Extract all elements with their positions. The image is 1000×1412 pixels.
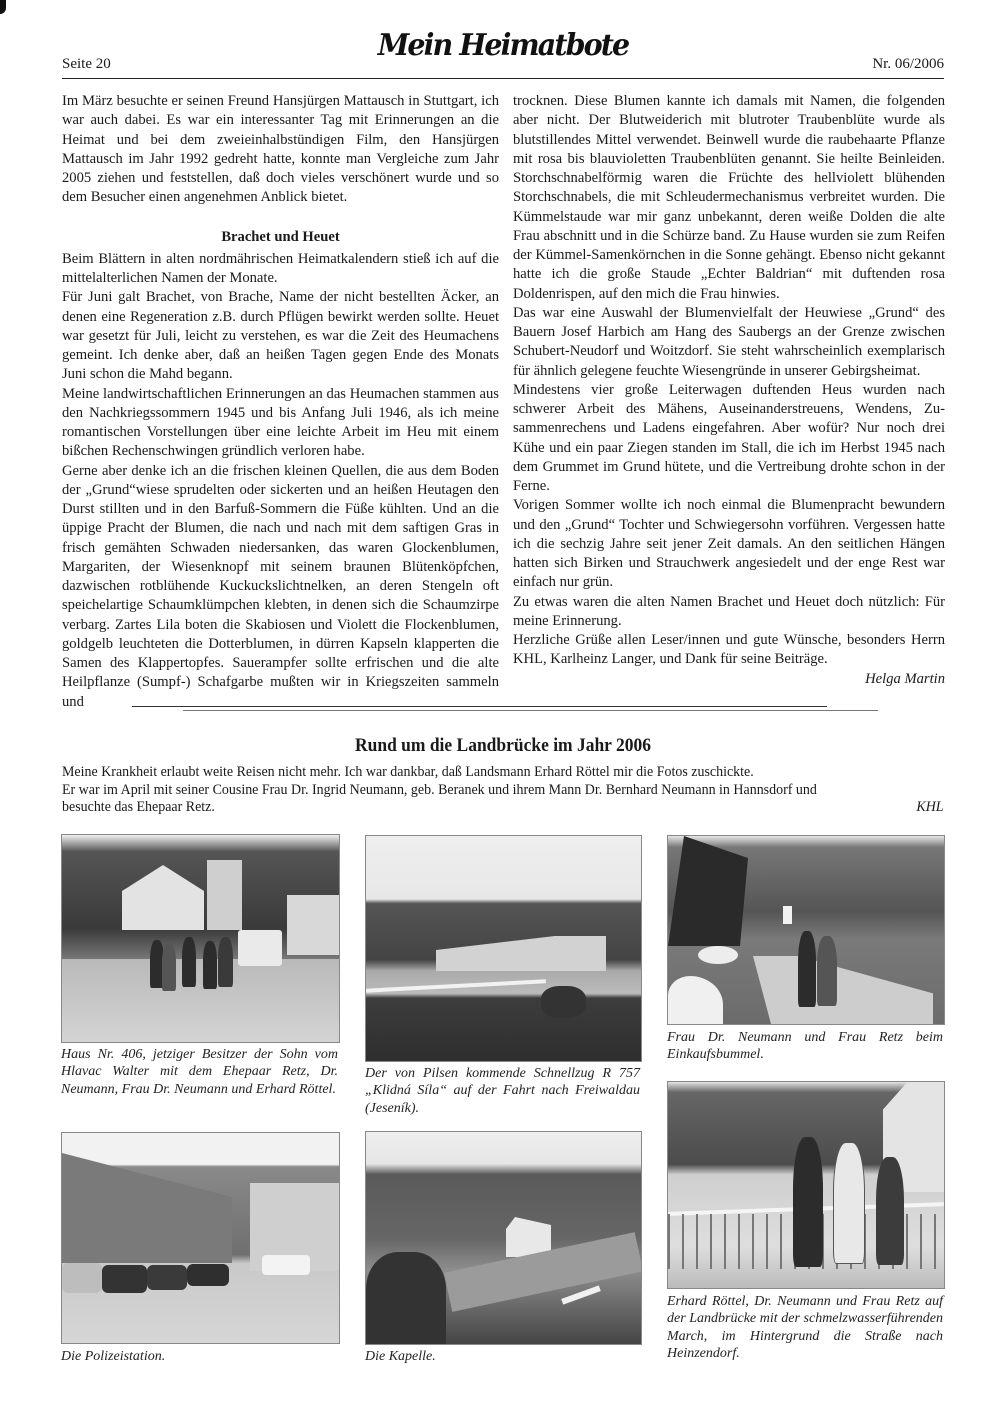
- paragraph: Vorigen Sommer wollte ich noch einmal die Blumenpracht bewundern und den „Grund“ Tochter und Schwiegersohn vorführen. Vergessen hatte ich die sechzig Jahre seit jener Zeit damals. An den seitlichen Hängen hatten sich Birken und Strauchwerk angesiedelt und der enge Rest war einfach nur grün.: [513, 497, 945, 591]
- photo-einkaufsbummel: [667, 835, 945, 1025]
- article-intro: [62, 764, 944, 817]
- photo-caption: Haus Nr. 406, jetziger Besitzer der Sohn vom Hlavac Walter mit dem Ehepaar Retz, Dr. Neumann, Frau Dr. Neumann und Erhard Röttel.: [61, 1047, 338, 1097]
- paragraph: Für Juni galt Brachet, von Brache, Name der nicht bestellten Äcker, an denen eine Regeneration z.B. durch Pflügen bewirkt werden sollte. Heuet war gesetzt für Juli, leicht zu verstehen, es war die Zeit des Heumachens gemeint. Ich denke aber, daß an heißen Tagen gegen Ende des Monats Juni schon die Mahd begann.: [62, 289, 499, 383]
- paragraph: Herzliche Grüße allen Leser/innen und gute Wünsche, besonders Herrn KHL, Karlheinz Langer, und Dank für seine Beiträge.: [513, 632, 945, 668]
- paragraph: trocknen. Diese Blumen kannte ich damals mit Namen, die folgenden aber nicht. Der Blutweiderich mit blutroter Traubenblüte wurde als blutstillendes Mittel verwendet. Beinwell wurde die raubehaarte Pflanze mit rosa bis blauvioletten Traubenblüten genannt. Sie heilte Beinleiden. Storchschnabelförmig waren die Früchte des hellviolett blühenden Storchschnabels, die mit Schleudermechanismus verbreitet wurden. Die Kümmelstaude war mir ganz unbekannt, deren weiße Dolden die alte Frau abschnitt und in die Schürze band. Zu Hause wurden sie zum Reifen der Kümmel-Samenkörnchen in die Sonne gehängt. Ebenso nicht gekannt hatte ich die große Staude „Echter Baldrian“ mit duftenden rosa Doldenrispen, auf den mich die Frau hinwies.: [513, 93, 945, 302]
- photo-caption: Frau Dr. Neumann und Frau Retz beim Einkaufsbummel.: [667, 1030, 943, 1063]
- intro-line: Meine Krankheit erlaubt weite Reisen nicht mehr. Ich war dankbar, daß Landsmann Erhard Röttel mir die Fotos zuschickte.: [62, 764, 754, 780]
- author-initials: KHL: [916, 799, 944, 815]
- intro-line-last: [62, 799, 944, 817]
- article1-right-column: [513, 92, 945, 689]
- photo-police-station: [61, 1132, 340, 1344]
- paragraph: Das war eine Auswahl der Blumenvielfalt der Heuwiese „Grund“ des Bauern Josef Harbich am Hang des Saubergs an der Grenze zwischen Schubert-Neudorf und Woitzdorf. Sie steht wahrscheinlich exemplarisch für ähnlich gelegene feuchte Wiesengründe in unserer Gebirgsheimat.: [513, 304, 945, 379]
- paragraph: Beim Blättern in alten nordmährischen Heimatkalendern stieß ich auf die mittelalterlichen Namen der Monate.: [62, 250, 499, 286]
- paragraph: Mindestens vier große Leiterwagen duftenden Heus wurden nach schwerer Arbeit des Mähens, Auseinanderstreuens, Wendens, Zusammenrechens und Ladens eingefahren. Aber wofür? Nur noch drei Kühe und ein paar Ziegen standen im Stall, die ich im Herbst 1945 nach dem Grummet im Grund hütete, und die Vertreibung drohte schon in der Ferne.: [513, 381, 945, 494]
- photo-caption: Der von Pilsen kommende Schnellzug R 757 „Klidná Síla“ auf der Fahrt nach Freiwaldau (Jeseník).: [365, 1066, 640, 1116]
- paragraph: Zu etwas waren die alten Namen Brachet und Heuet doch nützlich: Für meine Erinnerung.: [513, 593, 945, 629]
- divider-rule: [183, 710, 878, 711]
- paragraph: Im März besuchte er seinen Freund Hansjürgen Mattausch in Stuttgart, ich war auch dabei. Es war ein interessanter Tag mit Erinnerungen an die Heimat und bei dem zweieinhalbstündigen Film, den Hansjürgen Mattausch im Jahr 1992 gedreht hatte, konnte man Vergleiche zum Jahr 2005 ziehen und feststellen, daß doch vieles verschönert wurde und so dem Besucher einen angenehmen Anblick bietet.: [62, 93, 499, 206]
- scan-corner-mark: [0, 0, 6, 14]
- intro-line: Er war im April mit seiner Cousine Frau Dr. Ingrid Neumann, geb. Beranek und ihrem Mann Dr. Bernhard Neumann in Hannsdorf und: [62, 781, 817, 798]
- article1-left-column: [62, 92, 499, 712]
- page-header: [62, 24, 944, 79]
- intro-line: besuchte das Ehepaar Retz.: [62, 799, 215, 815]
- photo-chapel: [365, 1131, 642, 1345]
- article-title: Rund um die Landbrücke im Jahr 2006: [355, 735, 651, 756]
- photo-train: [365, 835, 642, 1062]
- masthead-logo: Mein Heimatbote: [377, 28, 629, 63]
- photo-landbruecke: [667, 1081, 945, 1289]
- issue-number: Nr. 06/2006: [872, 56, 944, 72]
- photo-house-406: [61, 834, 340, 1043]
- photo-caption: Die Kapelle.: [365, 1349, 436, 1364]
- section-heading: Brachet und Heuet: [221, 228, 340, 245]
- author-signature: Helga Martin: [865, 670, 945, 687]
- divider-rule: [132, 706, 827, 707]
- paragraph: Meine landwirtschaftlichen Erinnerungen an das Heumachen stammen aus den Nachkriegssommern 1945 und bis Anfang Juli 1946, als ich meine romantischen Vorstellungen über eine leichte Arbeit im Heu mit einem bißchen Rechenschwingen gründlich verloren habe.: [62, 385, 499, 460]
- page-number: Seite 20: [62, 56, 111, 72]
- article2: [62, 735, 944, 817]
- photo-caption: Erhard Röttel, Dr. Neumann und Frau Retz auf der Landbrücke mit der schmelzwasserführenden March, im Hintergrund die Straße nach Heinzendorf.: [667, 1294, 943, 1361]
- photo-caption: Die Polizeistation.: [61, 1349, 166, 1364]
- paragraph: Gerne aber denke ich an die frischen kleinen Quellen, die aus dem Boden der „Grund“wiese sprudelten oder sickerten und an heißen Heutagen den Durst stillten und in den Barfuß-Sommern die Füße kühlten. Und an die üppige Pracht der Blumen, die nach und nach mit dem saftigen Gras in frisch gemähten Schwaden niedersanken, das waren Glockenblumen, Margariten, der Wiesenknopf mit seinem braunen Blütenköpfchen, dazwischen rotblühende Kuckuckslichtnelken, an deren Stengeln oft speichelartige Schaumklümpchen klebten, in denen sich die Schaumzirpe verbarg. Zartes Lila boten die Skabiosen und Violett die Flockenblumen, goldgelb leuchteten die Dotterblumen, in dürren Kapseln klapperten die Samen des Klappertopfes. Sauerampfer sollte erfrischen und die alte Heilpflanze (Sumpf-) Schafgarbe mußten wir in Kriegszeiten sammeln und: [62, 462, 499, 710]
